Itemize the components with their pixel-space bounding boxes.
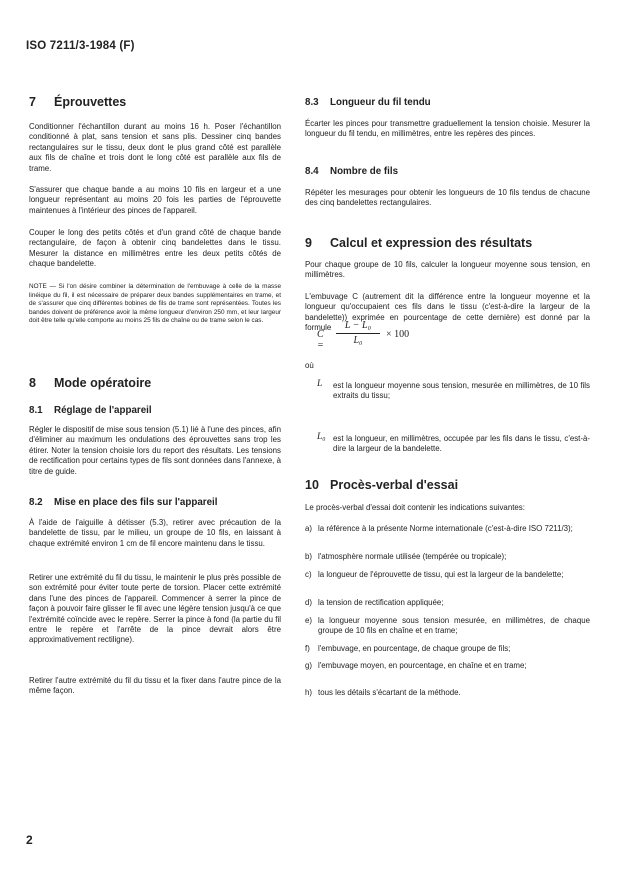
- section-8-4-paragraph: Répéter les mesurages pour obtenir les longueurs de 10 fils tendus de chacune des cinq bandelettes rectangulaires.: [305, 188, 590, 208]
- subsection-number: 8.4: [305, 166, 319, 177]
- formula-lhs: C =: [317, 329, 324, 351]
- subsection-number: 8.1: [29, 405, 43, 416]
- section-title: Calcul et expression des résultats: [330, 236, 533, 250]
- list-item-label: b): [305, 552, 313, 561]
- list-item-text: la tension de rectification appliquée;: [318, 598, 444, 607]
- section-8-1-heading: [29, 405, 152, 416]
- definition-term: L: [317, 379, 323, 389]
- definition-text: est la longueur, en millimètres, occupée par les fils dans le tissu, c'est-à-dire la largeur de la bandelette.: [333, 434, 590, 454]
- formula-denominator: L₀: [353, 335, 363, 346]
- section-8-2-heading: [29, 497, 218, 508]
- section-7-heading: [29, 95, 126, 109]
- section-number: 9: [305, 236, 312, 250]
- section-7-paragraph-1: Conditionner l'échantillon durant au moins 16 h. Poser l'échantillon conditionné à plat, sans tension et sans plis. Dessiner cinq bandes rectangulaires sur le tissu, deux dont le plus grand côté est parallèle aux fils de chaîne et trois dont le long côté est parallèle aux fils de trame.: [29, 122, 281, 173]
- list-item-label: d): [305, 598, 313, 607]
- list-item-text: l'atmosphère normale utilisée (tempérée ou tropicale);: [318, 552, 507, 561]
- subsection-title: Nombre de fils: [330, 166, 399, 177]
- list-item-label: c): [305, 570, 312, 579]
- section-title: Mode opératoire: [54, 376, 152, 390]
- document-id: ISO 7211/3-1984 (F): [26, 40, 135, 52]
- section-8-4-heading: [305, 166, 398, 177]
- definition-term: L₀: [317, 432, 326, 442]
- where-label: où: [305, 361, 314, 370]
- section-9-paragraph-1: Pour chaque groupe de 10 fils, calculer la longueur moyenne sous tension, en millimètres.: [305, 260, 590, 280]
- formula-numerator: L − L₀: [344, 320, 372, 331]
- subsection-number: 8.3: [305, 97, 319, 108]
- section-8-3-heading: [305, 97, 431, 108]
- section-7-note: NOTE — Si l'on désire combiner la détermination de l'embuvage à celle de la masse linéique du fil, il est nécessaire de préparer deux bandes supplémentaires en trame, et de s'assurer que cinq différentes bobines de fils de trame sont représentées. Toutes les bandes doivent de préférence avoir la même longueur d'environ 250 mm, et leur largeur doit être telle qu'elle comporte au moins 25 fils de chaîne ou de trame selon le cas.: [29, 283, 281, 325]
- list-item-text: l'embuvage, en pourcentage, de chaque groupe de fils;: [318, 644, 511, 653]
- list-item-text: la longueur moyenne sous tension mesurée, en millimètres, de chaque groupe de 10 fils en chaîne et en trame;: [318, 616, 590, 636]
- section-number: 8: [29, 376, 36, 390]
- formula-multiplier: × 100: [386, 329, 410, 340]
- fraction-bar: [336, 333, 380, 334]
- list-item-text: la longueur de l'éprouvette de tissu, qui est la largeur de la bandelette;: [318, 570, 564, 579]
- section-number: 10: [305, 478, 319, 492]
- section-title: Procès-verbal d'essai: [330, 478, 459, 492]
- section-9-paragraph-2: L'embuvage C (autrement dit la différence entre la longueur moyenne et la longueur qu'occupaient ces fils dans le tissu (c'est-à-dire la largeur de la bandelette)) exprimée en pourcentage de cette dernière) est donné par la formule: [305, 292, 590, 333]
- section-number: 7: [29, 95, 36, 109]
- list-item-text: la référence à la présente Norme internationale (c'est-à-dire ISO 7211/3);: [318, 524, 573, 533]
- section-8-1-paragraph: Régler le dispositif de mise sous tension (5.1) lié à l'une des pinces, afin d'éliminer au maximum les ondulations des éprouvettes sans trop les étirer. Noter la tension choisie lors du report des résultats. Les tensions de rectification pour certains types de fils sont données dans l'annexe, à titre de guide.: [29, 425, 281, 476]
- list-item-label: e): [305, 616, 313, 625]
- subsection-title: Longueur du fil tendu: [330, 97, 431, 108]
- subsection-title: Mise en place des fils sur l'appareil: [54, 497, 218, 508]
- section-title: Éprouvettes: [54, 95, 127, 109]
- section-7-paragraph-2: S'assurer que chaque bande a au moins 10 fils en largeur et a une longueur représentant au moins 20 fois les parties de l'éprouvette maintenues à l'intérieur des pinces de l'appareil.: [29, 185, 281, 215]
- section-8-2-paragraph-3: Retirer l'autre extrémité du fil du tissu et la fixer dans l'autre pince de la même façon.: [29, 676, 281, 696]
- definition-text: est la longueur moyenne sous tension, mesurée en millimètres, de 10 fils extraits du tissu;: [333, 381, 590, 401]
- section-7-paragraph-3: Couper le long des petits côtés et d'un grand côté de chaque bande rectangulaire, de façon à obtenir cinq bandelettes dans le tissu. Mesurer la distance en millimètres entre les deux petits côtés de chaque bandelette.: [29, 228, 281, 269]
- section-10-intro: Le procès-verbal d'essai doit contenir les indications suivantes:: [305, 503, 525, 512]
- list-item-label: h): [305, 688, 313, 697]
- list-item-label: a): [305, 524, 313, 533]
- subsection-title: Réglage de l'appareil: [54, 405, 152, 416]
- list-item-label: g): [305, 661, 313, 670]
- section-8-heading: [29, 376, 151, 390]
- section-8-3-paragraph: Écarter les pinces pour transmettre graduellement la tension choisie. Mesurer la longueur du fil tendu, en millimètres, entre les repères des pinces.: [305, 119, 590, 139]
- list-item-text: tous les détails s'écartant de la méthode.: [318, 688, 461, 697]
- page-number: 2: [26, 833, 33, 847]
- list-item-text: l'embuvage moyen, en pourcentage, en chaîne et en trame;: [318, 661, 527, 670]
- section-8-2-paragraph-1: À l'aide de l'aiguille à détisser (5.3), retirer avec précaution de la bandelette de tissu, par le milieu, un groupe de 10 fils, en laissant à chaque extrémité environ 1 cm de fil encore maintenu dans le tissu.: [29, 518, 281, 548]
- section-10-heading: [305, 478, 458, 492]
- section-8-2-paragraph-2: Retirer une extrémité du fil du tissu, le maintenir le plus près possible de son extrémité pour éviter toute perte de torsion. Placer cette extrémité dans l'une des pinces de l'appareil. Commencer à serrer la pince de façon à pouvoir faire glisser le fil avec une légère tension jusqu'à ce que l'extrémité coïncide avec le repère. Serrer la pince à fond (la partie du fil entre le repère et l'arrête de la pince devrait alors être approximativement rectiligne).: [29, 573, 281, 645]
- section-9-heading: [305, 236, 532, 250]
- subsection-number: 8.2: [29, 497, 43, 508]
- list-item-label: f): [305, 644, 310, 653]
